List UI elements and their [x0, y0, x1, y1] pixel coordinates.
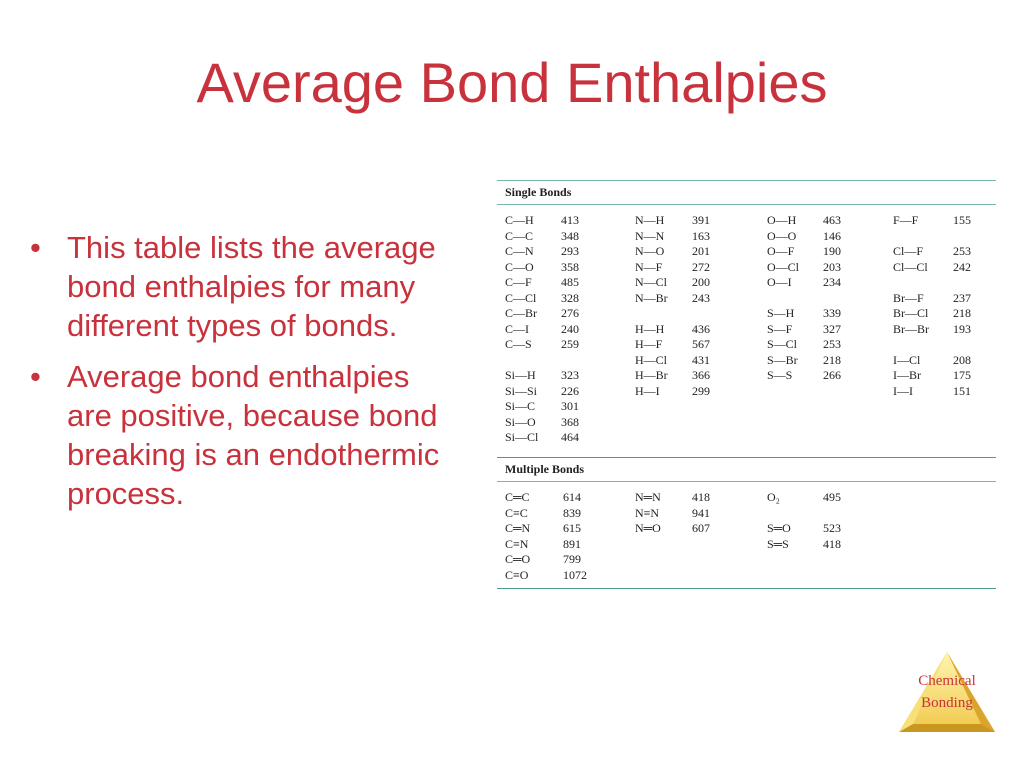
bond-label: C—Br	[505, 306, 538, 320]
bond-label: O—Cl	[767, 259, 800, 274]
bond-label: Si—H	[505, 368, 536, 382]
bond-label: C═N	[505, 521, 531, 535]
bond-enthalpy-value: 567	[692, 337, 710, 351]
bond-label: C—C	[505, 228, 534, 243]
bond-label: C≡N	[505, 536, 529, 551]
bond-enthalpy-value: 175	[953, 368, 971, 382]
single-bonds-heading: Single Bonds	[497, 180, 996, 205]
bond-enthalpy-value: 327	[823, 321, 841, 336]
bond-label: S—H	[767, 306, 795, 320]
badge-line-2: Bonding	[921, 695, 973, 711]
bond-enthalpy-value: 418	[692, 490, 710, 504]
bond-label: O₂	[767, 490, 780, 504]
bond-enthalpy-value: 1072	[563, 567, 587, 582]
bond-label: C—S	[505, 337, 532, 351]
bond-enthalpy-value: 339	[823, 306, 841, 320]
bond-label: C—F	[505, 275, 532, 289]
bond-enthalpy-value: 485	[561, 275, 579, 289]
bond-label: Br—F	[893, 290, 924, 305]
bond-label: Br—Cl	[893, 306, 929, 320]
bond-enthalpy-value: 226	[561, 383, 579, 398]
bond-enthalpy-value: 201	[692, 244, 710, 258]
bond-label: S═S	[767, 536, 789, 551]
bond-enthalpy-value: 413	[561, 213, 579, 227]
bond-enthalpy-value: 234	[823, 275, 841, 289]
bond-label: O—H	[767, 213, 797, 227]
bond-label: Si—Cl	[505, 430, 539, 444]
bond-enthalpy-value: 218	[953, 306, 971, 320]
bond-label: C═C	[505, 490, 530, 504]
bond-enthalpy-value: 242	[953, 259, 971, 274]
bond-enthalpy-value: 237	[953, 290, 971, 305]
slide-title: Average Bond Enthalpies	[196, 51, 828, 114]
bond-label: N—H	[635, 213, 665, 227]
bond-label: Si—O	[505, 414, 536, 429]
bond-label: H—F	[635, 337, 663, 351]
bond-enthalpy-value: 614	[563, 490, 581, 504]
bond-label: C≡O	[505, 567, 529, 582]
bond-enthalpy-value: 203	[823, 259, 841, 274]
bond-enthalpy-value: 253	[823, 337, 841, 351]
bond-label: N═N	[635, 490, 661, 504]
badge-line-1: Chemical	[918, 673, 976, 689]
bond-enthalpy-value: 523	[823, 521, 841, 535]
bond-label: Si—C	[505, 399, 536, 413]
bond-enthalpy-value: 193	[953, 321, 971, 336]
bond-enthalpy-value: 418	[823, 536, 841, 551]
chemical-bonding-badge	[897, 670, 997, 714]
bullet-icon: •	[30, 359, 41, 394]
bond-enthalpy-value: 941	[692, 505, 710, 520]
bullet-text: This table lists the average bond enthalpies for many different types of bonds.	[67, 230, 436, 343]
bond-enthalpy-value: 151	[953, 383, 971, 398]
bond-enthalpy-value: 615	[563, 521, 581, 535]
bond-enthalpy-value: 240	[561, 321, 579, 336]
bond-label: I—I	[893, 383, 913, 398]
bond-label: H—Cl	[635, 352, 668, 367]
bond-enthalpy-value: 464	[561, 430, 579, 444]
bond-label: S—Cl	[767, 337, 798, 351]
bond-enthalpy-value: 301	[561, 399, 579, 413]
bond-enthalpy-value: 348	[561, 228, 579, 243]
bond-enthalpy-value: 436	[692, 321, 710, 336]
bond-enthalpy-value: 358	[561, 259, 579, 274]
bullet-icon: •	[30, 230, 41, 265]
bond-label: H—Br	[635, 368, 668, 382]
bond-enthalpy-value: 463	[823, 213, 841, 227]
bond-label: O—F	[767, 244, 795, 258]
bullet-item	[30, 228, 460, 345]
single-bonds-section	[497, 205, 996, 458]
bullet-list	[30, 228, 460, 525]
bullet-item	[30, 357, 460, 513]
bond-label: C—O	[505, 259, 534, 274]
bond-label: C═O	[505, 552, 531, 566]
bond-label: N≡N	[635, 505, 660, 520]
bond-label: C—Cl	[505, 290, 537, 305]
bond-label: O—I	[767, 275, 792, 289]
bond-label: N═O	[635, 521, 661, 535]
bond-enthalpy-value: 299	[692, 383, 710, 398]
bond-enthalpy-value: 323	[561, 368, 579, 382]
bond-label: N—O	[635, 244, 665, 258]
bond-label: C—N	[505, 244, 534, 258]
bond-enthalpy-value: 190	[823, 244, 841, 258]
bond-label: N—N	[635, 228, 665, 243]
bond-label: N—Cl	[635, 275, 668, 289]
bond-label: S—S	[767, 368, 793, 382]
bond-enthalpy-value: 155	[953, 213, 971, 227]
bond-label: Cl—F	[893, 244, 924, 258]
bond-label: F—F	[893, 213, 919, 227]
bond-enthalpy-value: 276	[561, 306, 579, 320]
bond-enthalpy-value: 607	[692, 521, 710, 535]
bond-label: I—Br	[893, 368, 921, 382]
bond-label: C—H	[505, 213, 534, 227]
bond-enthalpy-value: 366	[692, 368, 710, 382]
bullet-text: Average bond enthalpies are positive, because bond breaking is an endothermic process.	[67, 359, 440, 511]
bond-enthalpy-value: 799	[563, 552, 581, 566]
bond-enthalpy-value: 839	[563, 505, 581, 520]
bond-enthalpy-value: 431	[692, 352, 710, 367]
bond-enthalpy-value: 368	[561, 414, 579, 429]
bond-enthalpy-value: 163	[692, 228, 710, 243]
bond-enthalpy-value: 218	[823, 352, 841, 367]
bond-label: N—Br	[635, 290, 668, 305]
bond-enthalpy-value: 272	[692, 259, 710, 274]
bond-label: S═O	[767, 521, 791, 535]
bond-label: Br—Br	[893, 321, 929, 336]
multiple-bonds-heading: Multiple Bonds	[497, 458, 996, 482]
bond-label: H—H	[635, 321, 665, 336]
bond-enthalpy-value: 266	[823, 368, 841, 382]
bond-label: I—Cl	[893, 352, 921, 367]
bond-label: C—I	[505, 321, 529, 336]
bond-enthalpy-table	[497, 180, 996, 589]
bond-enthalpy-value: 891	[563, 536, 581, 551]
bond-enthalpy-value: 253	[953, 244, 971, 258]
bond-label: H—I	[635, 383, 660, 398]
bond-label: Si—Si	[505, 383, 538, 398]
bond-enthalpy-value: 495	[823, 490, 841, 504]
bond-label: S—Br	[767, 352, 798, 367]
bond-enthalpy-value: 328	[561, 290, 579, 305]
bond-enthalpy-value: 146	[823, 228, 841, 243]
bond-enthalpy-value: 293	[561, 244, 579, 258]
bond-label: O—O	[767, 228, 797, 243]
bond-label: N—F	[635, 259, 663, 274]
bond-enthalpy-value: 391	[692, 213, 710, 227]
bond-enthalpy-value: 200	[692, 275, 710, 289]
bond-enthalpy-value: 208	[953, 352, 971, 367]
bond-label: S—F	[767, 321, 793, 336]
multiple-bonds-section	[497, 482, 996, 589]
bond-enthalpy-value: 259	[561, 337, 579, 351]
bond-label: C≡C	[505, 505, 528, 520]
bond-label: Cl—Cl	[893, 259, 928, 274]
bond-enthalpy-value: 243	[692, 290, 710, 305]
